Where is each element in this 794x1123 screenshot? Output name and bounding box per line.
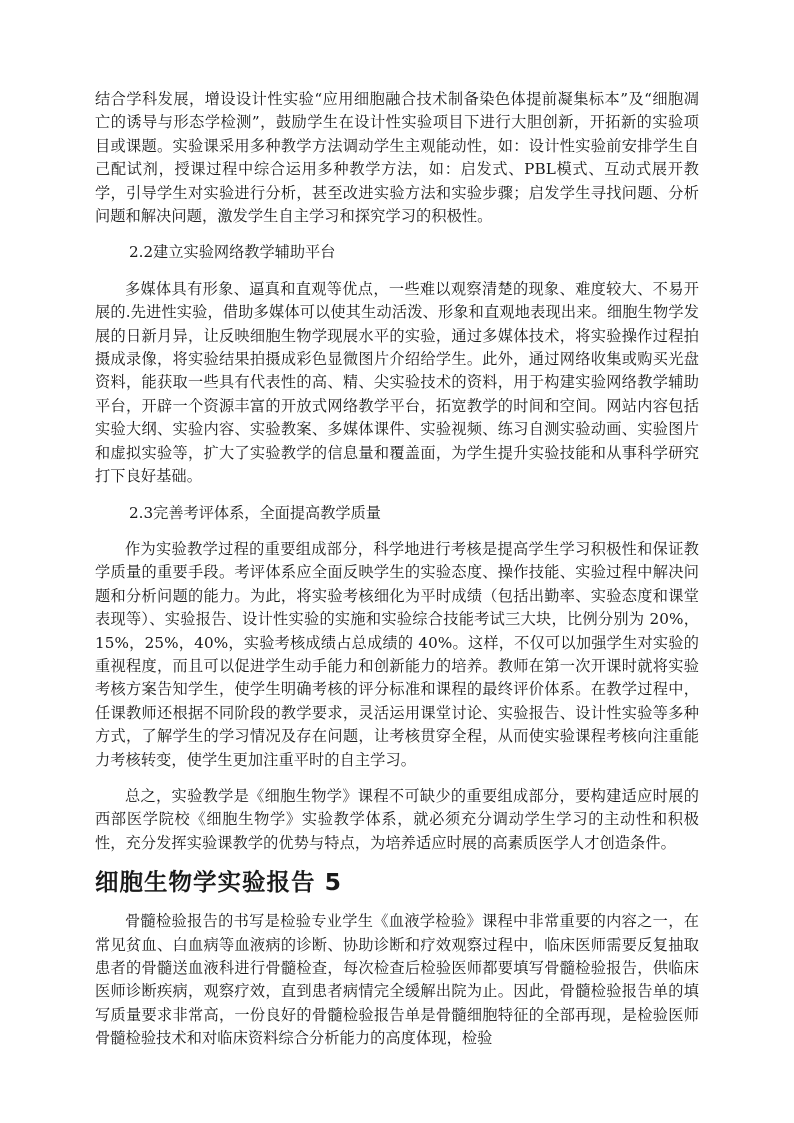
paragraph-bone-marrow-report: 骨髓检验报告的书写是检验专业学生《血液学检验》课程中非常重要的内容之一，在常见贫血、白血病等血液病的诊断、协助诊断和疗效观察过程中，临床医师需要反复抽取患者的骨髓送血液科进行骨髓检查，每次检查后检验医师都要填写骨髓检验报告，供临床医师诊断疾病，观察疗效，直到患者病情完全缓解出院为止。因此，骨髓检验报告单的填写质量要求非常高，一份良好的骨髓检验报告单是骨髓细胞特征的全部再现，是检验医师骨髓检验技术和对临床资料综合分析能力的高度体现，检验 xyxy=(95,912,699,1048)
section-heading-2-3: 2.3完善考评体系，全面提高教学质量 xyxy=(129,503,381,522)
document-page xyxy=(95,88,699,1051)
paragraph-multimedia-platform: 多媒体具有形象、逼真和直观等优点，一些难以观察清楚的现象、难度较大、不易开展的.先进性实验，借助多媒体可以使其生动活泼、形象和直观地表现出来。细胞生物学发展的日新月异，让反映细胞生物学现展水平的实验，通过多媒体技术，将实验操作过程拍摄成录像，将实验结果拍摄成彩色显微图片介绍给学生。此外，通过网络收集或购买光盘资料，能获取一些具有代表性的高、精、尖实验技术的资料，用于构建实验网络教学辅助平台，开辟一个资源丰富的开放式网络教学平台，拓宽教学的时间和空间。网站内容包括实验大纲、实验内容、实验教案、多媒体课件、实验视频、练习自测实验动画、实验图片和虚拟实验等，扩大了实验教学的信息量和覆盖面，为学生提升实验技能和从事科学研究打下良好基础。 xyxy=(95,279,699,486)
paragraph-conclusion: 总之，实验教学是《细胞生物学》课程不可缺少的重要组成部分，要构建适应时展的西部医学院校《细胞生物学》实验教学体系，就必须充分调动学生学习的主动性和积极性，充分发挥实验课教学的优势与特点，为培养适应时展的高素质医学人才创造条件。 xyxy=(95,786,699,852)
section-heading-2-2: 2.2建立实验网络教学辅助平台 xyxy=(129,243,336,262)
paragraph-design-experiments: 结合学科发展，增设设计性实验“应用细胞融合技术制备染色体提前凝集标本”及“细胞凋亡的诱导与形态学检测”，鼓励学生在设计性实验项目下进行大胆创新，开拓新的实验项目或课题。实验课采用多种教学方法调动学生主观能动性，如：设计性实验前安排学生自己配试剂，授课过程中综合运用多种教学方法，如：启发式、PBL模式、互动式展开教学，引导学生对实验进行分析，甚至改进实验方法和实验步骤；启发学生寻找问题、分析问题和解决问题，激发学生自主学习和探究学习的积极性。 xyxy=(95,90,699,226)
report-heading: 细胞生物学实验报告 5 xyxy=(95,868,343,897)
paragraph-assessment-system: 作为实验教学过程的重要组成部分，科学地进行考核是提高学生学习积极性和保证教学质量的重要手段。考评体系应全面反映学生的实验态度、操作技能、实验过程中解决问题和分析问题的能力。为此，将实验考核细化为平时成绩（包括出勤率、实验态度和课堂表现等）、实验报告、设计性实验的实施和实验综合技能考试三大块，比例分别为 20%，15%，25%，40%，实验考核成绩占总成绩的 40%。这样，不仅可以加强学生对实验的重视程度，而且可以促进学生动手能力和创新能力的培养。教师在第一次开课时就将实验考核方案告知学生，使学生明确考核的评分标准和课程的最终评价体系。在教学过程中，任课教师还根据不同阶段的教学要求，灵活运用课堂讨论、实验报告、设计性实验等多种方式，了解学生的学习情况及存在问题，让考核贯穿全程，从而使实验课程考核向注重能力考核转变，使学生更加注重平时的自主学习。 xyxy=(95,539,699,769)
